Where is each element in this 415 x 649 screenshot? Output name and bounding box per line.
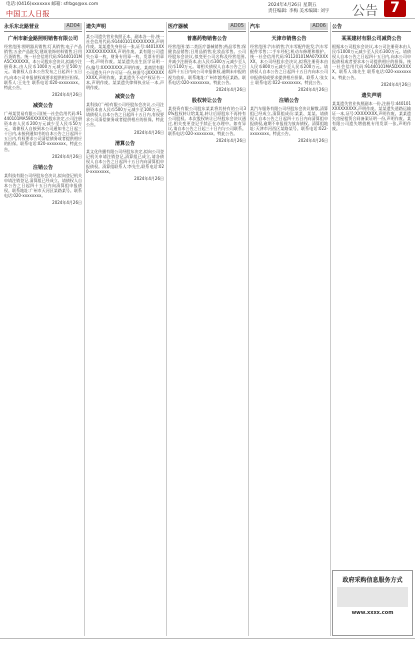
- notice-date: 2024年4月26日: [134, 175, 164, 181]
- editor-credit: 责任编辑: 李梅 美术编辑: 刘宇: [268, 8, 330, 14]
- notice-date: 2024年4月26日: [216, 86, 246, 92]
- notice-date: 2024年4月26日: [298, 138, 328, 144]
- column-divider: [248, 22, 249, 636]
- notice-title: 注销公告: [32, 164, 53, 171]
- notice-title: 遗失声明: [361, 92, 382, 99]
- notice-body: 某公司遗失营业执照正本、副本各一份,统一社会信用代码:91440101XXXXXXXX,声明作废。某某遗失身份证一张,证号:4401XXXXXXXXXXXXXX,声明作废。某有限公司遗失公章一枚、财务专用章一枚、发票专用章一枚,声明作废。某某遗失出生医学证明一份,编号:XXXXXXXX,声明作废。某商贸有限公司遗失开户许可证一份,核准号:JXXXXXXXXXX,声明作废。某某遗失不动产权证书一本,声明作废。某某遗失律师执业证一本,声明作废。: [86, 34, 164, 90]
- notice-title: 减资公告: [32, 102, 53, 109]
- notice-body: 某科技(广州)有限公司经股东会决议,公司注册资本由人民币500万元减少至100万元。请债权人自本公告之日起四十五日内,有权要求公司清偿债务或者提供相应的担保。特此公告。: [86, 102, 164, 128]
- notice-column: [332, 22, 411, 636]
- section-header: [332, 22, 411, 32]
- notice-title: 清算公告: [114, 140, 135, 147]
- newspaper-logo: 中国工人日报: [6, 10, 50, 18]
- section-brand: 公告: [352, 4, 379, 19]
- notice-body: 某汽车服务有限公司经股东会决议解散,清算组已经成立,清算组成员:某某、某某。请债权人自本公告之日起四十五日内向清算组申报债权,逾期不申报视为放弃债权。清算组地址:天津市河西区某路某号。联系电话:022-xxxxxxxx。特此公告。: [250, 105, 328, 137]
- section-tag: AD04: [66, 23, 80, 29]
- section-tag: AD05: [230, 23, 244, 29]
- notice-body: 广州某贸易有限公司(统一社会信用代码:91440101MA59XXXXXX)股东决定,公司注册资本由人民币200万元减少至人民币50万元。请债权人自接到本公司通知书之日起三十日内,未接到通知书的自本公告之日起四十五日内,有权要求公司清偿债务或者提供相应的担保。联系电话:020-xxxxxxxx。特此公告。: [4, 110, 82, 152]
- notice-title: 某某建材有限公司减资公告: [341, 36, 402, 42]
- ad-url[interactable]: www.xxxx.com: [351, 610, 394, 616]
- notice-title: 普惠药物销售公告: [186, 36, 227, 42]
- notice-date: 2024年4月26日: [52, 153, 82, 159]
- notice-column: [4, 22, 82, 636]
- header-meta: [268, 3, 329, 14]
- notice-body: 经营范围:第二类医疗器械销售;药品零售;保健食品销售;日用品销售;化妆品零售。公司经股东会决议,拟变更公司名称及经营范围,并减少注册资本,由人民币300万元减少至人民币100万元。请相关债权人自本公告之日起四十五日内向公司申报债权,逾期未申报的视为放弃。联系地址:广州市越秀区某路。联系电话:020-xxxxxxxx。特此公告。: [168, 44, 246, 85]
- notice-date: 2024年4月26日: [216, 138, 246, 144]
- page-footer: [0, 638, 415, 649]
- section-header: [4, 22, 82, 32]
- notice-title: 广州市新金路照明销售有限公司: [7, 36, 78, 42]
- notice-body: 经营范围:汽车销售;汽车零配件批发;汽车零配件零售;二手车经纪;机动车修理和维护。统一社会信用代码:91120101MA07XXXXXX。本公司经股东会决议,拟将注册资本由人民币800万元减少至人民币200万元。请债权人自本公告之日起四十五日内向本公司申报债权或要求提供相应担保。联系人:张女士 联系电话:022-xxxxxxxx。特此公告。: [250, 44, 328, 85]
- notice-date: 2024年4月26日: [52, 91, 82, 97]
- advertisement-box[interactable]: [332, 570, 413, 636]
- notice-column: [250, 22, 328, 636]
- ad-title: 政府采购信息服务方式: [342, 577, 403, 584]
- section-header: [168, 22, 246, 32]
- section-title: 汽车: [250, 24, 261, 30]
- notice-body: 某文化传播有限公司经股东决定,拟向公司登记机关申请注销登记,清算组已成立,请各债权人自本公告之日起四十五日内向清算组申报债权。清算组联系人:李先生,联系电话:020-xxxxxxxx。: [86, 148, 164, 174]
- notice-title: 天津市销售公告: [271, 36, 307, 42]
- notice-title: 减资公告: [114, 94, 135, 101]
- page-header: [0, 0, 415, 19]
- notice-body: 某科技有限公司经股东会决议,拟向登记机关申请注销登记,清算组已经成立。请债权人自本公告之日起四十五日内向清算组申报债权。联系地址:广州市天河区某路某号。联系电话:020-xxxxxxxx。: [4, 172, 82, 198]
- header-contact: 电话:(0416)xxxxxxx 邮箱: sfrbgs@xx.com: [6, 2, 99, 7]
- notice-column: [168, 22, 246, 636]
- ad-image-placeholder: [337, 587, 408, 607]
- section-header: [250, 22, 328, 32]
- notice-body: 经营范围:照明器具销售;灯具销售;电子产品销售;五金产品批发;建筑装饰材料销售;日用百货销售。统一社会信用代码:91440101MA5CXXXXXX。本公司股东会决议,拟减少注册资本,由人民币1000万元减少至500万元。请债权人自本公告发布之日起四十五日内,向本公司申报债权或要求提供相应担保。联系人:王先生 联系电话:020-xxxxxxxx。特此公告。: [4, 44, 82, 90]
- section-header: [86, 22, 164, 32]
- notice-column: [86, 22, 164, 636]
- notice-title: 股权转让公告: [191, 97, 222, 104]
- notice-title: 注销公告: [278, 97, 299, 104]
- notice-date: 2024年4月26日: [52, 200, 82, 206]
- column-divider: [166, 22, 167, 636]
- notice-body: 某投资有限公司股东某某将其持有的公司30%股权转让给某某,转让后原股东不再持有公司股权。本次股权转让已经股东会决议通过,相关变更登记手续正在办理中。如有异议,请自本公告之日起三十日内与公司联系。联系电话:020-xxxxxxxx。特此公告。: [168, 105, 246, 137]
- section-title: 医疗器械: [168, 24, 189, 30]
- column-divider: [330, 22, 331, 636]
- notice-body: 根据本公司股东会决议,本公司注册资本由人民币1000万元减少至人民币300万元。请债权人自本公告之日起四十五日内,向本公司申报债权或者要求本公司提供相应的担保。统一社会信用代码:91440101MA5DXXXXXX。联系人:陈先生 联系电话:020-xxxxxxxx。特此公告。: [332, 44, 411, 80]
- column-divider: [84, 22, 85, 636]
- section-title: 遗失声明: [86, 24, 107, 30]
- notice-body: 某某遗失营业执照副本一份,注册号:440101XXXXXXXXX,声明作废。某某遗失道路运输证一本,证号:XXXXXXXX,声明作废。某某遗失房屋租赁合同备案证明一份,声明作废。某有限公司遗失增值税专用发票一张,声明作废。: [332, 100, 411, 132]
- notice-date: 2024年4月26日: [134, 129, 164, 135]
- section-title: 公告: [332, 24, 343, 30]
- notice-date: 2024年4月26日: [381, 81, 411, 87]
- section-tag: AD06: [312, 23, 326, 29]
- page-number: 7: [384, 0, 406, 17]
- issue-date: 2024年4月26日 星期五: [268, 3, 317, 8]
- notice-date: 2024年4月26日: [298, 86, 328, 92]
- section-title: 永乐东北路营业: [4, 24, 40, 30]
